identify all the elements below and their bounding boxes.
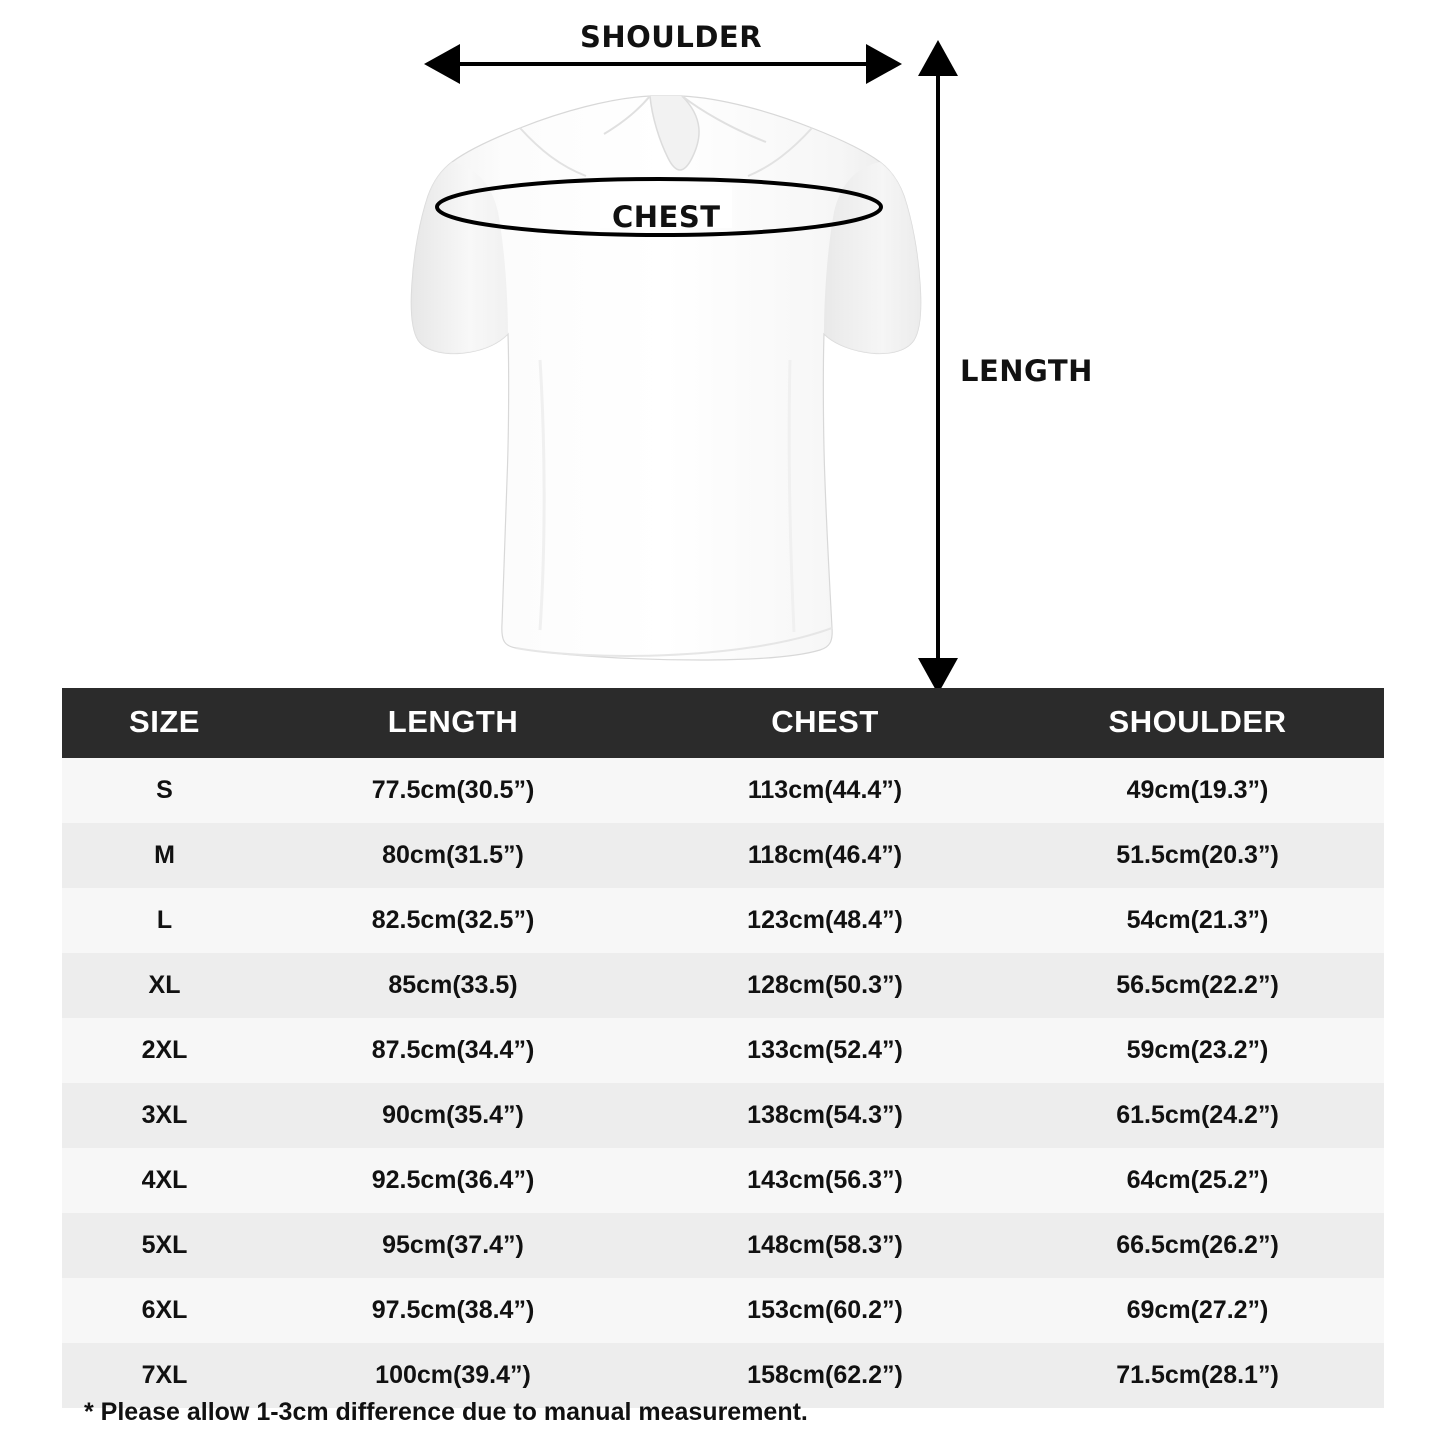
cell-size: XL <box>148 971 181 999</box>
cell-chest: 128cm(50.3”) <box>747 971 903 999</box>
cell-shoulder: 71.5cm(28.1”) <box>1116 1361 1279 1389</box>
cell-size: 4XL <box>141 1166 188 1194</box>
cell-length: 100cm(39.4”) <box>375 1361 531 1389</box>
diagram-graphics <box>0 0 1445 688</box>
cell-size: S <box>156 776 173 804</box>
cell-chest: 148cm(58.3”) <box>747 1231 903 1259</box>
cell-chest: 143cm(56.3”) <box>747 1166 903 1194</box>
cell-shoulder: 59cm(23.2”) <box>1126 1036 1269 1064</box>
table-row <box>62 1148 1384 1213</box>
cell-chest: 138cm(54.3”) <box>747 1101 903 1129</box>
cell-size: 6XL <box>141 1296 188 1324</box>
cell-length: 90cm(35.4”) <box>382 1101 524 1129</box>
cell-chest: 118cm(46.4”) <box>747 841 903 869</box>
table-row <box>62 1083 1384 1148</box>
size-chart-table-wrapper <box>62 688 1384 1408</box>
cell-length: 80cm(31.5”) <box>382 841 524 869</box>
cell-length: 87.5cm(34.4”) <box>371 1036 535 1064</box>
shoulder-label: SHOULDER <box>580 20 763 54</box>
cell-size: L <box>156 906 173 934</box>
column-header-shoulder: SHOULDER <box>1011 688 1384 758</box>
cell-size: 3XL <box>141 1101 188 1129</box>
table-row <box>62 953 1384 1018</box>
chest-label: CHEST <box>612 200 721 234</box>
table-row <box>62 1213 1384 1278</box>
table-row <box>62 1018 1384 1083</box>
cell-shoulder: 51.5cm(20.3”) <box>1116 841 1279 869</box>
cell-chest: 153cm(60.2”) <box>747 1296 903 1324</box>
length-label: LENGTH <box>960 354 1093 388</box>
cell-shoulder: 64cm(25.2”) <box>1126 1166 1269 1194</box>
cell-length: 82.5cm(32.5”) <box>371 906 535 934</box>
column-header-size: SIZE <box>62 688 267 758</box>
table-header-row <box>62 688 1384 758</box>
table-row <box>62 888 1384 953</box>
column-header-length: LENGTH <box>267 688 639 758</box>
table-row <box>62 758 1384 823</box>
table-row <box>62 823 1384 888</box>
measurement-footnote: * Please allow 1-3cm difference due to manual measurement. <box>84 1398 808 1426</box>
cell-length: 77.5cm(30.5”) <box>371 776 535 804</box>
cell-shoulder: 66.5cm(26.2”) <box>1116 1231 1279 1259</box>
cell-shoulder: 54cm(21.3”) <box>1126 906 1269 934</box>
cell-length: 85cm(33.5) <box>388 971 518 999</box>
cell-shoulder: 56.5cm(22.2”) <box>1116 971 1279 999</box>
cell-shoulder: 49cm(19.3”) <box>1126 776 1269 804</box>
cell-length: 97.5cm(38.4”) <box>371 1296 535 1324</box>
cell-shoulder: 61.5cm(24.2”) <box>1116 1101 1279 1129</box>
cell-shoulder: 69cm(27.2”) <box>1126 1296 1269 1324</box>
table-header <box>62 688 1384 758</box>
cell-chest: 158cm(62.2”) <box>747 1361 903 1389</box>
cell-size: 5XL <box>141 1231 188 1259</box>
cell-chest: 133cm(52.4”) <box>747 1036 903 1064</box>
table-row <box>62 1278 1384 1343</box>
cell-size: 7XL <box>141 1361 188 1389</box>
column-header-chest: CHEST <box>639 688 1011 758</box>
cell-chest: 123cm(48.4”) <box>747 906 903 934</box>
size-chart-table <box>62 688 1384 1408</box>
cell-size: M <box>154 841 175 869</box>
measurement-diagram <box>0 0 1445 688</box>
table-body <box>62 758 1384 1408</box>
cell-length: 92.5cm(36.4”) <box>371 1166 535 1194</box>
cell-length: 95cm(37.4”) <box>382 1231 524 1259</box>
cell-chest: 113cm(44.4”) <box>747 776 903 804</box>
cell-size: 2XL <box>141 1036 188 1064</box>
